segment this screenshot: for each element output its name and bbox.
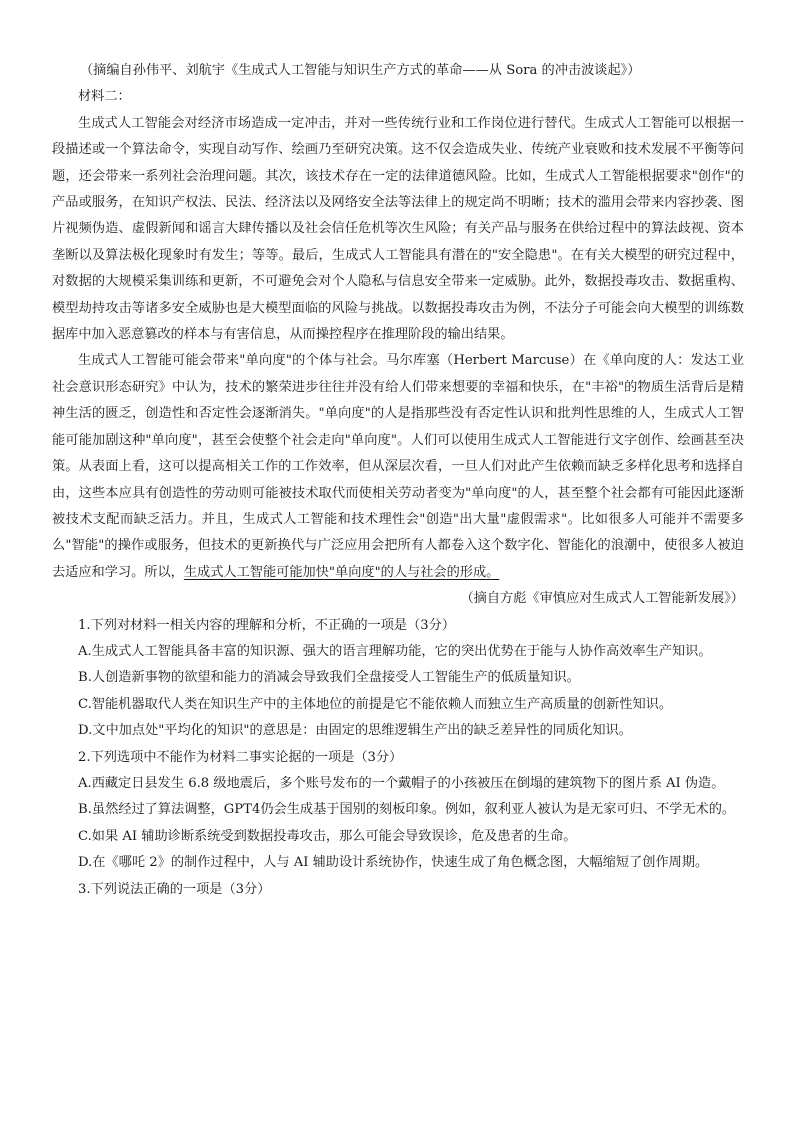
exam-page	[52, 58, 744, 903]
question-1-option-a: A.生成式人工智能具备丰富的知识源、强大的语言理解功能，它的突出优势在于能与人协作高效率生产知识。	[78, 643, 712, 659]
material-2-paragraph-1: 生成式人工智能会对经济市场造成一定冲击，并对一些传统行业和工作岗位进行替代。生成式人工智能可以根据一段描述或一个算法命令，实现自动写作、绘画乃至研究决策。这不仅会造成失业、传统产业衰败和技术发展不平衡等问题，还会带来一系列社会治理问题。其次，该技术存在一定的法律道德风险。比如，生成式人工智能根据要求"创作"的产品或服务，在知识产权法、民法、经济法以及网络安全法等法律上的规定尚不明晰；技术的滥用会带来内容抄袭、图片视频伪造、虚假新闻和谣言大肆传播以及社会信任危机等次生风险；有关产品与服务在供给过程中的算法歧视、资本垄断以及算法极化现象时有发生；等等。最后，生成式人工智能具有潜在的"安全隐患"。在有关大模型的研究过程中，对数据的大规模采集训练和更新，不可避免会对个人隐私与信息安全带来一定威胁。此外，数据投毒攻击、数据重构、模型劫持攻击等诸多安全威胁也是大模型面临的风险与挑战。以数据投毒攻击为例，不法分子可能会向大模型的训练数据库中加入恶意篡改的样本与有害信息，从而操控程序在推理阶段的输出结果。	[52, 115, 744, 343]
question-2-option-d: D.在《哪吒 2》的制作过程中，人与 AI 辅助设计系统协作，快速生成了角色概念图，大幅缩短了创作周期。	[78, 855, 709, 871]
question-1-option-d: D.文中加点处"平均化的知识"的意思是：由固定的思维逻辑生产出的缺乏差异性的同质化知识。	[78, 723, 632, 739]
question-2-stem: 2.下列选项中不能作为材料二事实论据的一项是（3分）	[78, 749, 403, 765]
source-citation-2: （摘自方彪《审慎应对生成式人工智能新发展》）	[460, 591, 744, 607]
source-citation-1: （摘编自孙伟平、刘航宇《生成式人工智能与知识生产方式的革命——从 Sora 的冲击波谈起》）	[80, 63, 641, 78]
material-2-label: 材料二：	[78, 89, 131, 105]
material-2-paragraph-2	[52, 348, 744, 586]
question-2-option-c: C.如果 AI 辅助诊断系统受到数据投毒攻击，那么可能会导致误诊，危及患者的生命。	[78, 828, 577, 844]
question-3-stem: 3.下列说法正确的一项是（3分）	[78, 881, 271, 897]
question-1-stem: 1.下列对材料一相关内容的理解和分析，不正确的一项是（3分）	[78, 617, 456, 633]
question-2-option-a: A.西藏定日县发生 6.8 级地震后，多个账号发布的一个戴帽子的小孩被压在倒塌的建筑物下的图片系 AI 伪造。	[78, 775, 725, 791]
question-1-option-b: B.人创造新事物的欲望和能力的消减会导致我们全盘接受人工智能生产的低质量知识。	[78, 670, 580, 686]
question-2-option-b: B.虽然经过了算法调整，GPT4仍会生成基于国别的刻板印象。例如，叙利亚人被认为是无家可归、不学无术的。	[78, 802, 736, 818]
underlined-conclusion: 生成式人工智能可能加快"单向度"的人与社会的形成。	[183, 564, 500, 580]
paragraph-2-text: 生成式人工智能可能会带来"单向度"的个体与社会。马尔库塞（Herbert Marcuse）在《单向度的人：发达工业社会意识形态研究》中认为，技术的繁荣进步往往并没有给人们带来想要的幸福和快乐，在"丰裕"的物质生活背后是精神生活的匮乏，创造性和否定性会逐渐消失。"单向度"的人是指那些没有否定性认识和批判性思维的人，生成式人工智能可能加剧这种"单向度"，甚至会使整个社会走向"单向度"。人们可以使用生成式人工智能进行文字创作、绘画甚至决策。从表面上看，这可以提高相关工作的工作效率，但从深层次看，一旦人们对此产生依赖而缺乏多样化思考和选择自由，这些本应具有创造性的劳动则可能被技术取代而使相关劳动者变为"单向度"的人，甚至整个社会都有可能因此逐渐被技术支配而缺乏活力。并且，生成式人工智能和技术理性会"创造"出大量"虚假需求"。比如很多人可能并不需要多么"智能"的操作或服务，但技术的更新换代与广泛应用会把所有人都卷入这个数字化、智能化的浪潮中，使很多人被迫去适应和学习。所以，	[52, 353, 744, 580]
question-1-option-c: C.智能机器取代人类在知识生产中的主体地位的前提是它不能依赖人而独立生产高质量的创新性知识。	[78, 696, 673, 712]
